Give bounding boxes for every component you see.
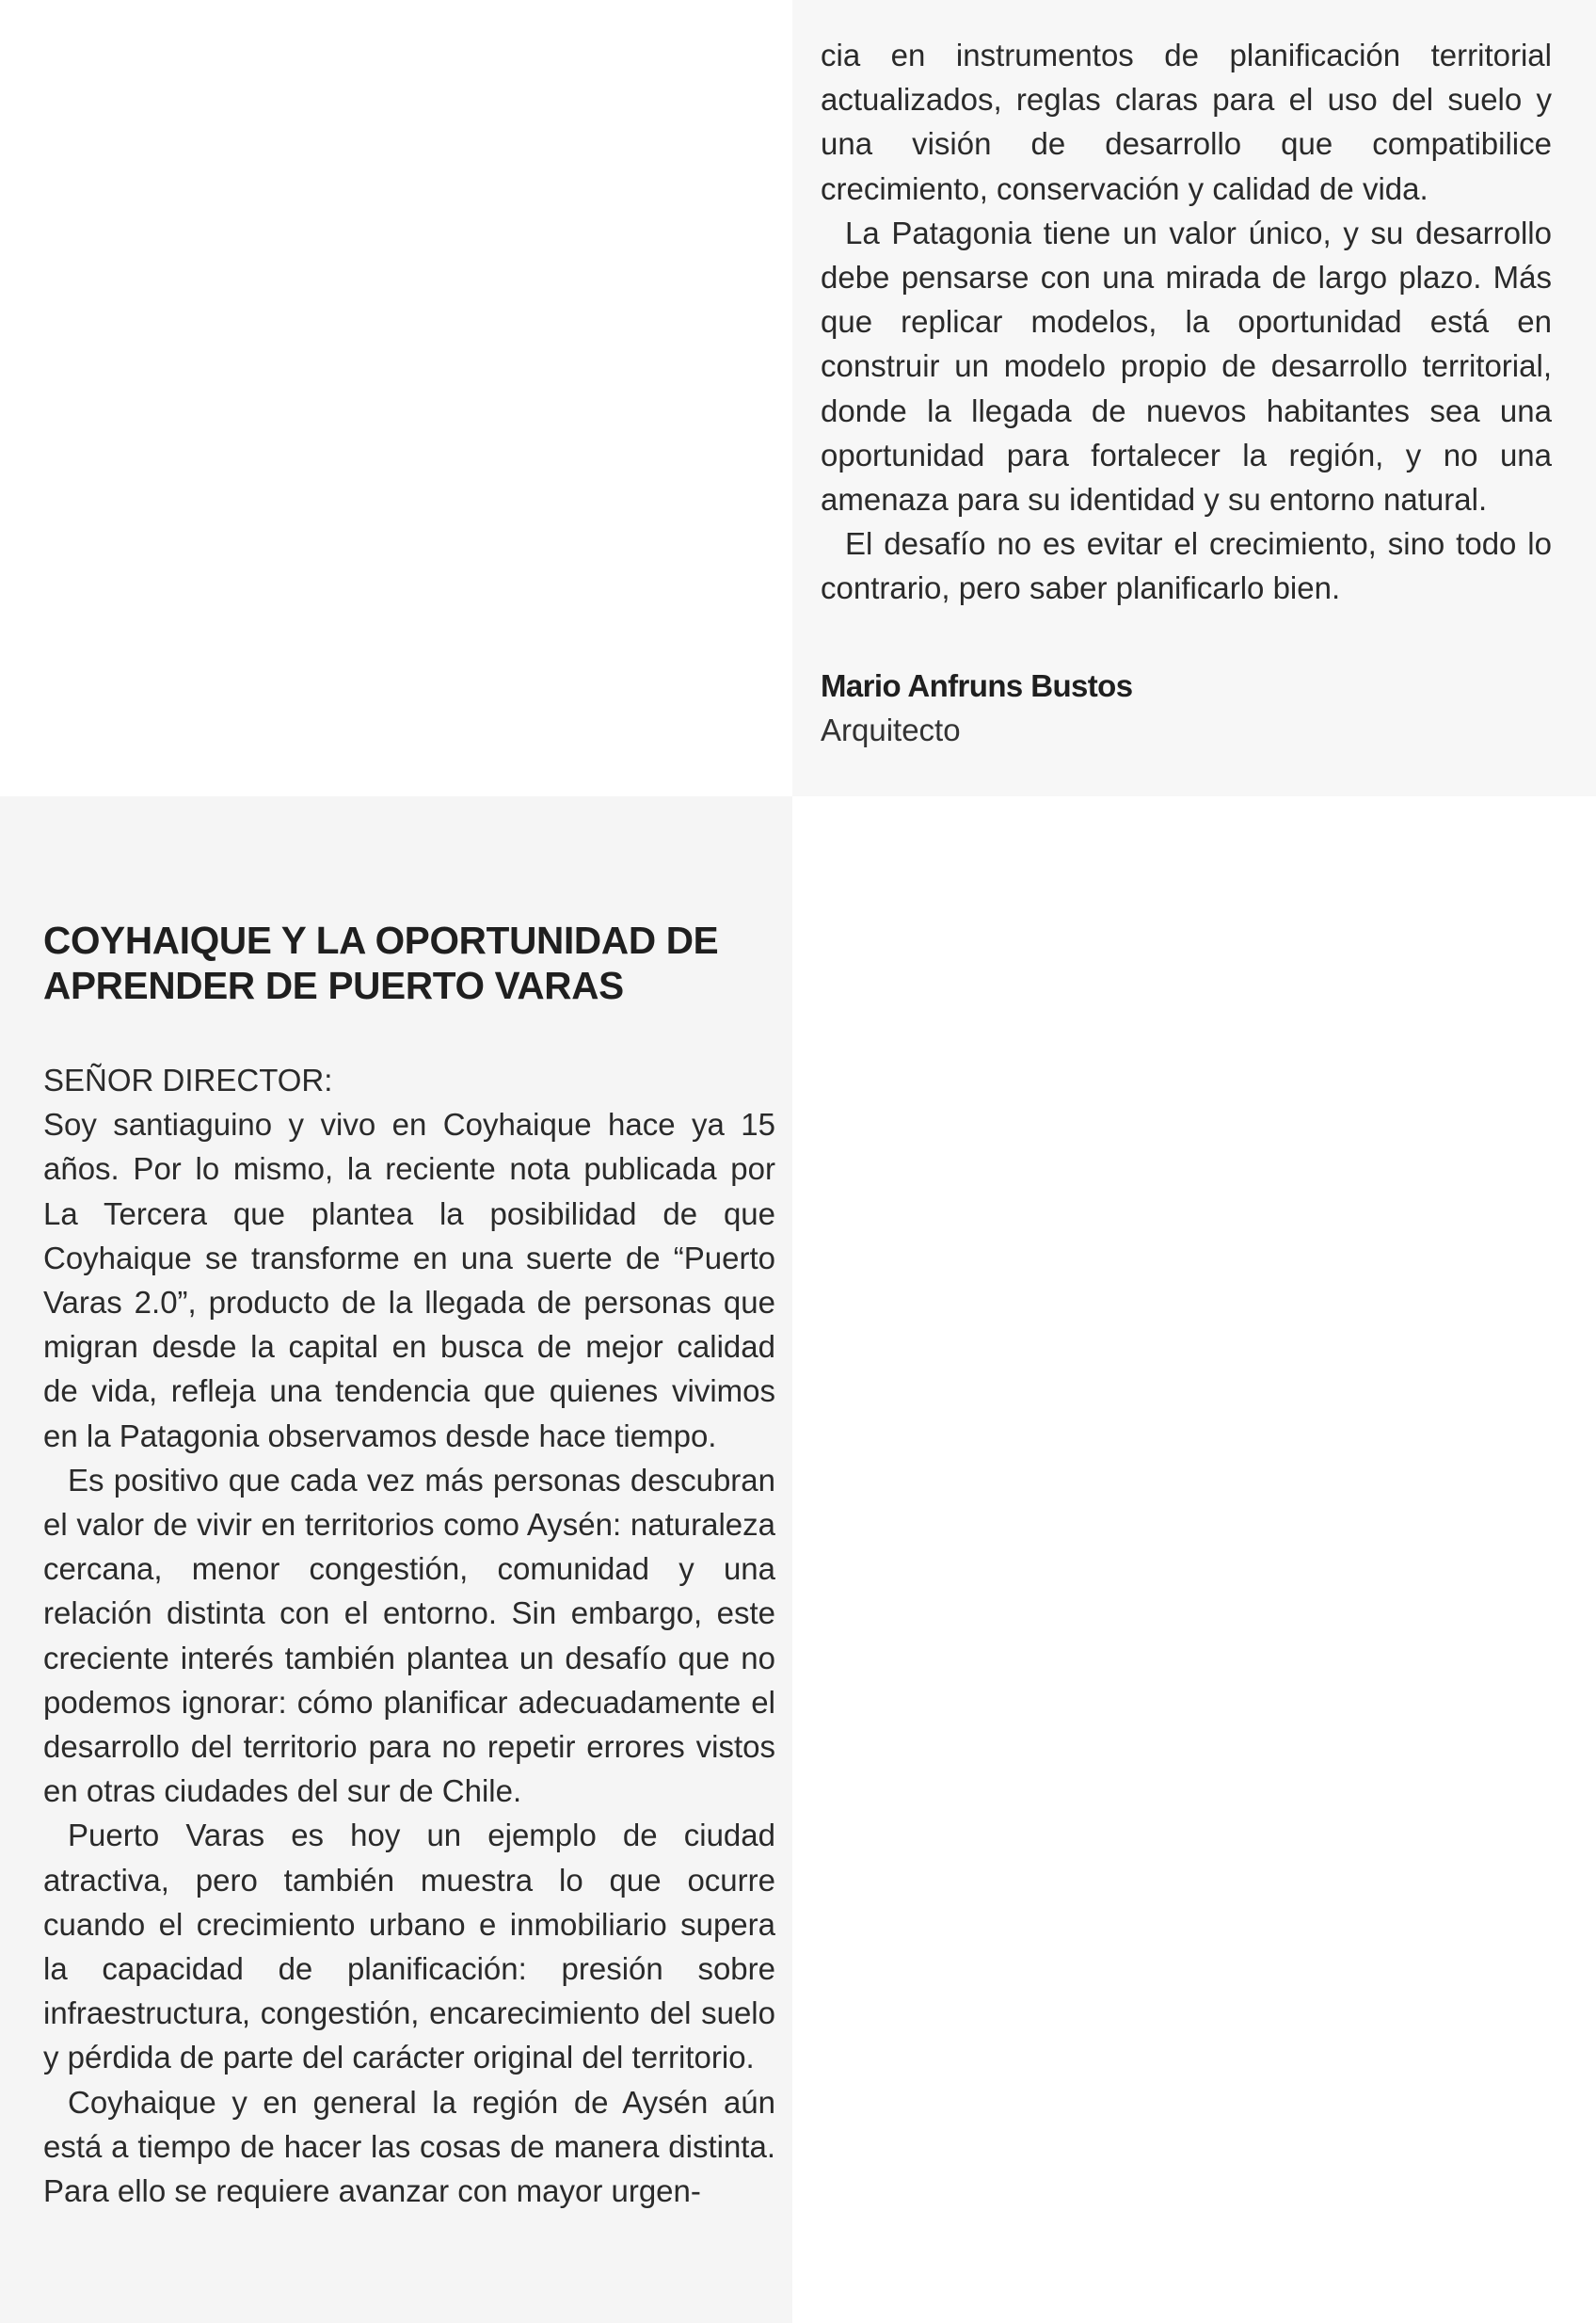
letter-body <box>43 1058 775 2213</box>
body-paragraph: Es positivo que cada vez más personas descubran el valor de vivir en territorios como Aysén: naturaleza cercana, menor congestión, comunidad y una relación distinta con el entorno. Sin embargo, este creciente interés también plantea un desafío que no podemos ignorar: cómo planificar adecuadamente el desarrollo del territorio para no repetir errores vistos en otras ciudades del sur de Chile. <box>43 1462 775 1809</box>
letter-continuation-body <box>821 33 1552 611</box>
signature-name: Mario Anfruns Bustos <box>821 668 1133 703</box>
body-paragraph: Coyhaique y en general la región de Aysén aún está a tiempo de hacer las cosas de manera distinta. Para ello se requiere avanzar con mayor urgen- <box>43 2084 775 2209</box>
title-line-1: COYHAIQUE Y LA OPORTUNIDAD DE <box>43 919 719 962</box>
body-paragraph: Soy santiaguino y vivo en Coyhaique hace ya 15 años. Por lo mismo, la reciente nota publicada por La Tercera que plantea la posibilidad de que Coyhaique se transforme en una suerte de “Puerto Varas 2.0”, producto de la llegada de personas que migran desde la capital en busca de mejor calidad de vida, refleja una tendencia que quienes vivimos en la Patagonia observamos desde hace tiempo. <box>43 1107 775 1453</box>
salutation: SEÑOR DIRECTOR: <box>43 1063 333 1097</box>
title-line-2: APRENDER DE PUERTO VARAS <box>43 964 624 1007</box>
letter-title <box>43 918 787 1008</box>
body-paragraph: La Patagonia tiene un valor único, y su desarrollo debe pensarse con una mirada de largo plazo. Más que replicar modelos, la oportunidad está en construir un modelo propio de desarrollo territorial, donde la llegada de nuevos habitantes sea una oportunidad para fortalecer la región, y no una amenaza para su identidad y su entorno natural. <box>821 215 1552 518</box>
body-paragraph: Puerto Varas es hoy un ejemplo de ciudad atractiva, pero también muestra lo que ocurre cuando el crecimiento urbano e inmobiliario supera la capacidad de planificación: presión sobre infraestructura, congestión, encarecimiento del suelo y pérdida de parte del carácter original del territorio. <box>43 1818 775 2075</box>
body-paragraph: cia en instrumentos de planificación territorial actualizados, reglas claras para el uso del suelo y una visión de desarrollo que compatibilice crecimiento, conservación y calidad de vida. <box>821 38 1552 206</box>
body-paragraph: El desafío no es evitar el crecimiento, sino todo lo contrario, pero saber planificarlo bien. <box>821 526 1552 606</box>
signature-role: Arquitecto <box>821 713 961 747</box>
